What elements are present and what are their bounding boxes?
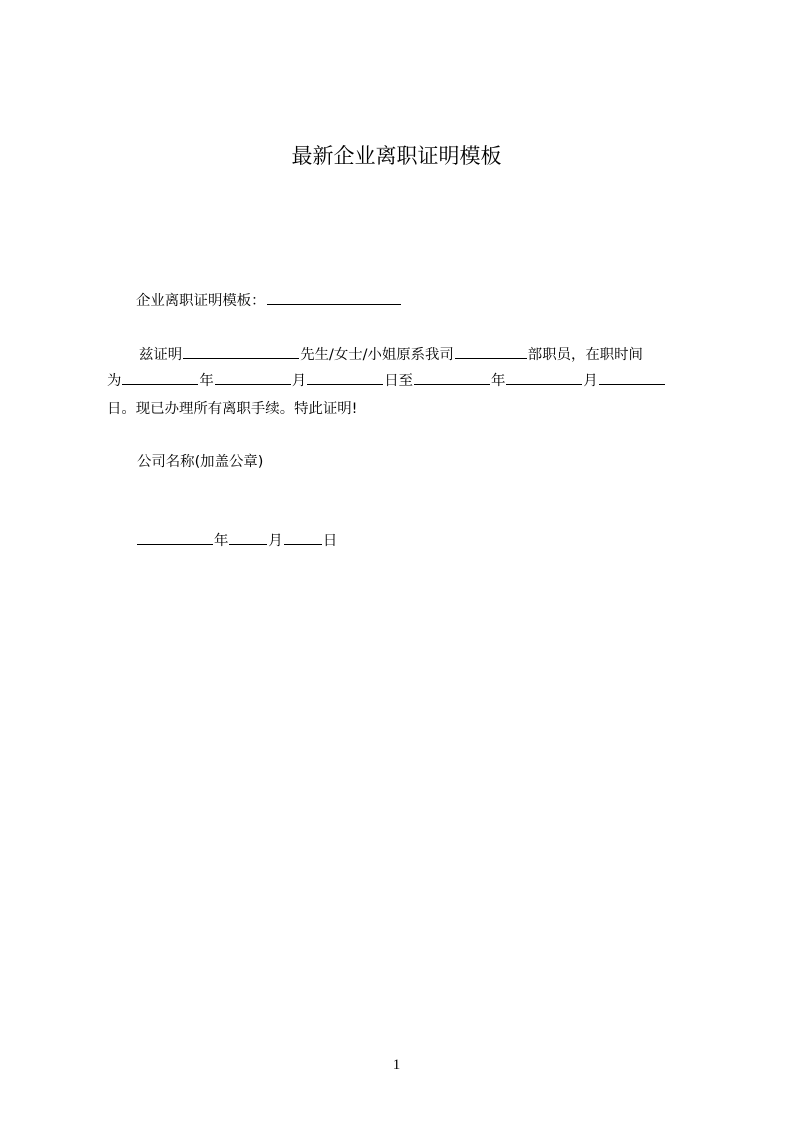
- end-month-blank: [506, 369, 582, 385]
- employee-name-blank: [183, 343, 299, 359]
- start-day-blank: [307, 369, 383, 385]
- page-number: 1: [392, 1057, 401, 1073]
- body-prefix-wei: 为: [107, 373, 122, 389]
- sign-year-blank: [137, 529, 213, 545]
- month-label-2: 月: [583, 373, 598, 389]
- start-month-blank: [215, 369, 291, 385]
- company-line: [137, 451, 263, 473]
- department-blank: [455, 343, 527, 359]
- day-to-label: 日至: [384, 373, 414, 389]
- template-label: 企业离职证明模板：: [136, 293, 266, 309]
- year-label-2: 年: [491, 373, 506, 389]
- start-year-blank: [122, 369, 198, 385]
- template-label-line: [136, 289, 402, 312]
- sign-month-blank: [229, 529, 267, 545]
- sign-day-blank: [284, 529, 322, 545]
- template-name-blank: [267, 289, 401, 305]
- document-title: 最新企业离职证明模板: [291, 144, 502, 168]
- year-label: 年: [199, 373, 214, 389]
- body-prefix: 兹证明: [139, 347, 183, 363]
- body-line-2: [107, 369, 666, 392]
- sign-month-label: 月: [268, 533, 283, 549]
- date-line: [136, 529, 337, 552]
- sign-year-label: 年: [214, 533, 229, 549]
- month-label: 月: [291, 373, 307, 389]
- company-label: 公司名称(加盖公章): [137, 454, 264, 470]
- body-dept-text: 部职员，在职时间: [527, 347, 643, 363]
- sign-day-label: 日: [322, 533, 338, 549]
- end-year-blank: [414, 369, 490, 385]
- body-closing-text: 日。现已办理所有离职手续。特此证明!: [107, 401, 358, 417]
- end-day-blank: [599, 369, 665, 385]
- body-gender-text: 先生/女士/小姐原系我司: [300, 347, 454, 363]
- body-line-3: [107, 398, 357, 420]
- body-line-1: [139, 343, 643, 366]
